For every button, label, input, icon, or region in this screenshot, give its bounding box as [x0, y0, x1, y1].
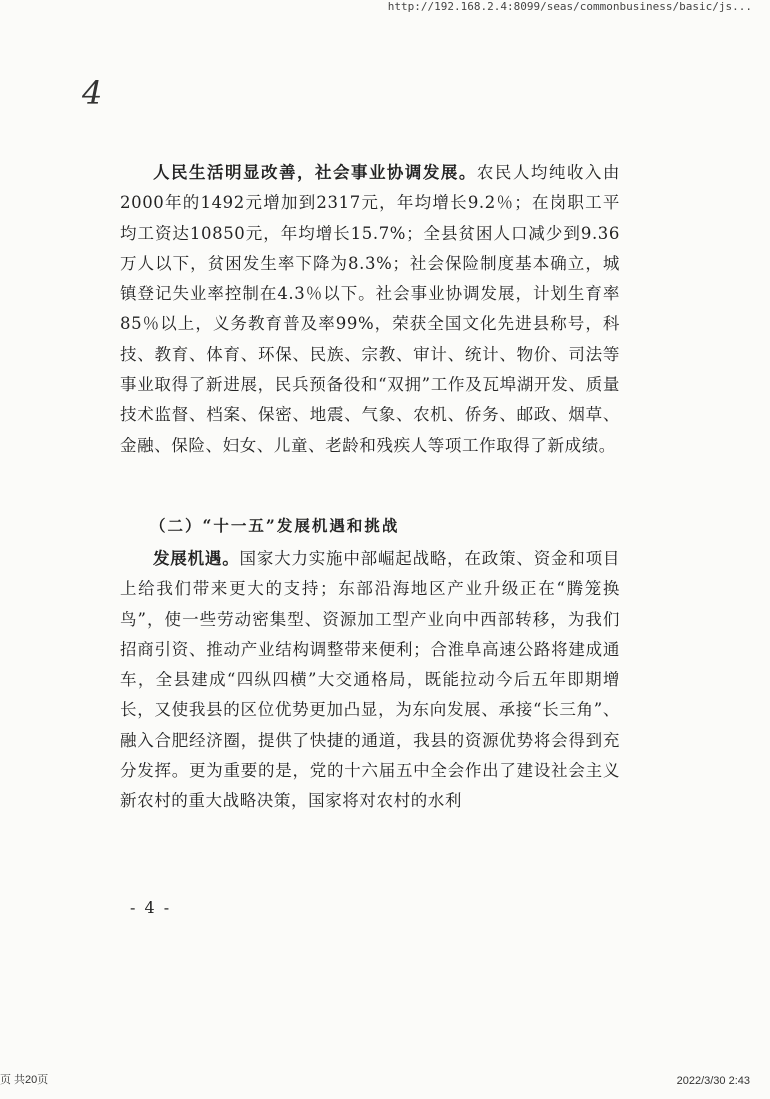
section-heading: （二）“十一五”发展机遇和挑战: [150, 516, 400, 535]
print-url-header: http://192.168.2.4:8099/seas/commonbusiness/basic/js...: [387, 0, 752, 13]
page-number: - 4 -: [130, 898, 172, 917]
paragraph-body: 农民人均纯收入由2000年的1492元增加到2317元，年均增长9.2％；在岗职工平均工资达10850元，年均增长15.7%；全县贫困人口减少到9.36万人以下，贫困发生率下降为8.3%；社会保险制度基本确立，城镇登记失业率控制在4.3％以下。社会事业协调发展，计划生育率85％以上，义务教育普及率99%，荣获全国文化先进县称号，科技、教育、体育、环保、民族、宗教、审计、统计、物价、司法等事业取得了新进展，民兵预备役和“双拥”工作及瓦埠湖开发、质量技术监督、档案、保密、地震、气象、农机、侨务、邮政、烟草、金融、保险、妇女、儿童、老龄和残疾人等项工作取得了新成绩。: [120, 163, 620, 455]
handwritten-page-number: 4: [82, 74, 103, 112]
footer-page-count: 页 共20页: [0, 1074, 49, 1086]
paragraph-body: 国家大力实施中部崛起战略，在政策、资金和项目上给我们带来更大的支持；东部沿海地区产业升级正在“腾笼换鸟”，使一些劳动密集型、资源加工型产业向中西部转移，为我们招商引资、推动产业结构调整带来便利；合淮阜高速公路将建成通车，全县建成“四纵四横”大交通格局，既能拉动今后五年即期增长，又使我县的区位优势更加凸显，为东向发展、承接“长三角”、融入合肥经济圈，提供了快捷的通道，我县的资源优势将会得到充分发挥。更为重要的是，党的十六届五中全会作出了建设社会主义新农村的重大战略决策，国家将对农村的水利: [120, 549, 621, 811]
paragraph-livelihood: [120, 158, 620, 461]
paragraph-lead: 发展机遇。: [153, 549, 240, 568]
paragraph-opportunities: [120, 544, 620, 817]
footer-datetime: 2022/3/30 2:43: [676, 1075, 750, 1087]
paragraph-lead: 人民生活明显改善，社会事业协调发展。: [153, 163, 477, 182]
